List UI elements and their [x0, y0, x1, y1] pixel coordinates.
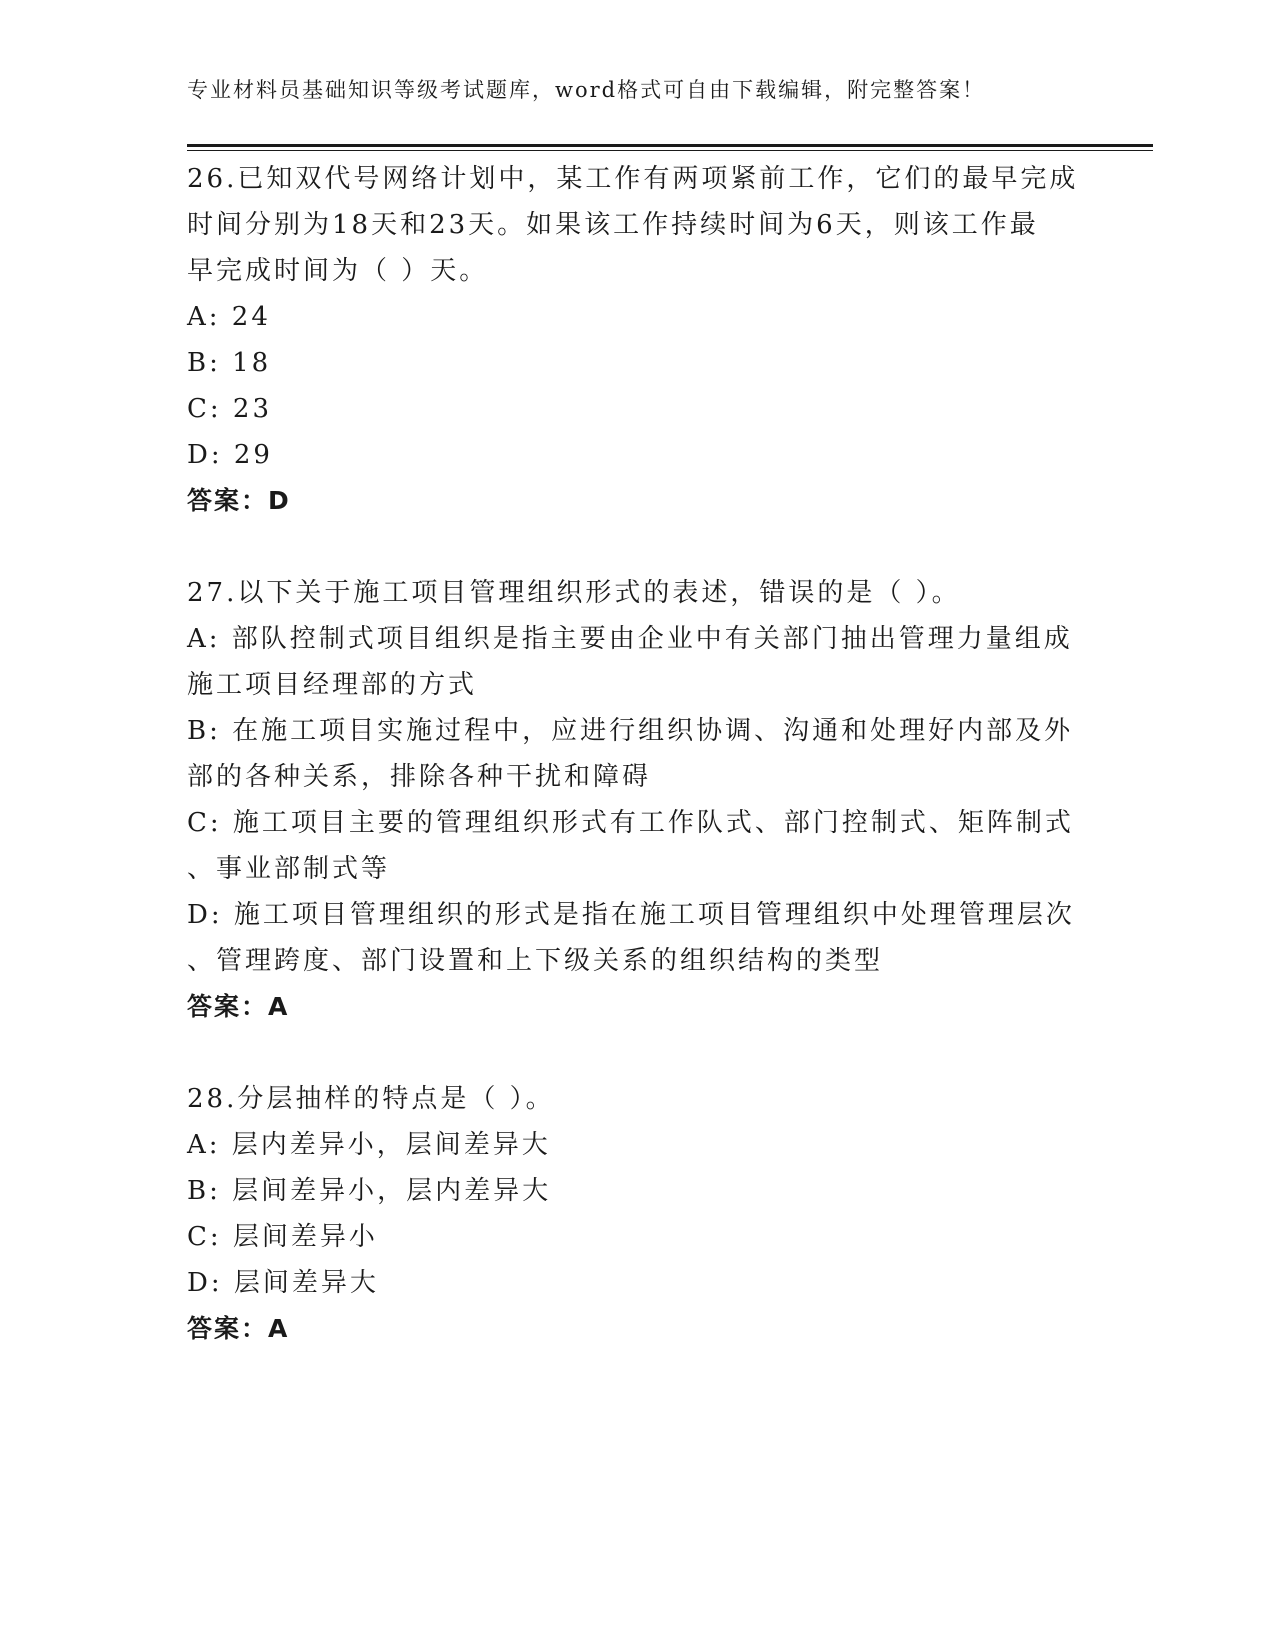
option-c: C: 23: [187, 394, 273, 424]
answer: 答案：A: [187, 1314, 290, 1343]
question-stem-line: 28.分层抽样的特点是（ ）。: [187, 1084, 555, 1114]
option-c: C: 施工项目主要的管理组织形式有工作队式、部门控制式、矩阵制式: [187, 808, 1074, 838]
question-28: [187, 1076, 1087, 1352]
option-b: B: 在施工项目实施过程中，应进行组织协调、沟通和处理好内部及外: [187, 716, 1074, 746]
option-d: D: 层间差异大: [187, 1268, 379, 1298]
spacer: [187, 524, 1087, 570]
question-stem-line: 26.已知双代号网络计划中，某工作有两项紧前工作，它们的最早完成: [187, 164, 1079, 194]
option-a: A: 层内差异小，层间差异大: [187, 1130, 551, 1160]
answer: 答案：A: [187, 992, 290, 1021]
question-stem-line: 时间分别为18天和23天。如果该工作持续时间为6天，则该工作最: [187, 210, 1039, 240]
option-d-continued: 、管理跨度、部门设置和上下级关系的组织结构的类型: [187, 946, 884, 976]
question-26: [187, 156, 1087, 524]
option-a: A: 24: [187, 302, 271, 332]
spacer: [187, 1030, 1087, 1076]
option-c: C: 层间差异小: [187, 1222, 378, 1252]
option-a: A: 部队控制式项目组织是指主要由企业中有关部门抽出管理力量组成: [187, 624, 1073, 654]
answer: 答案：D: [187, 486, 291, 515]
header-rule-thick: [187, 144, 1153, 147]
option-b: B: 18: [187, 348, 272, 378]
option-b: B: 层间差异小，层内差异大: [187, 1176, 552, 1206]
option-c-continued: 、事业部制式等: [187, 854, 391, 884]
option-a-continued: 施工项目经理部的方式: [187, 670, 478, 700]
option-d: D: 29: [187, 440, 273, 470]
option-d: D: 施工项目管理组织的形式是指在施工项目管理组织中处理管理层次: [187, 900, 1075, 930]
page-header: 专业材料员基础知识等级考试题库，word格式可自由下载编辑，附完整答案！: [187, 78, 986, 102]
question-27: [187, 570, 1087, 1030]
question-stem-line: 27.以下关于施工项目管理组织形式的表述，错误的是（ ）。: [187, 578, 961, 608]
header-rule-thin: [187, 150, 1153, 151]
question-stem-line: 早完成时间为（ ）天。: [187, 256, 489, 286]
question-list: [187, 156, 1087, 1352]
option-b-continued: 部的各种关系，排除各种干扰和障碍: [187, 762, 652, 792]
